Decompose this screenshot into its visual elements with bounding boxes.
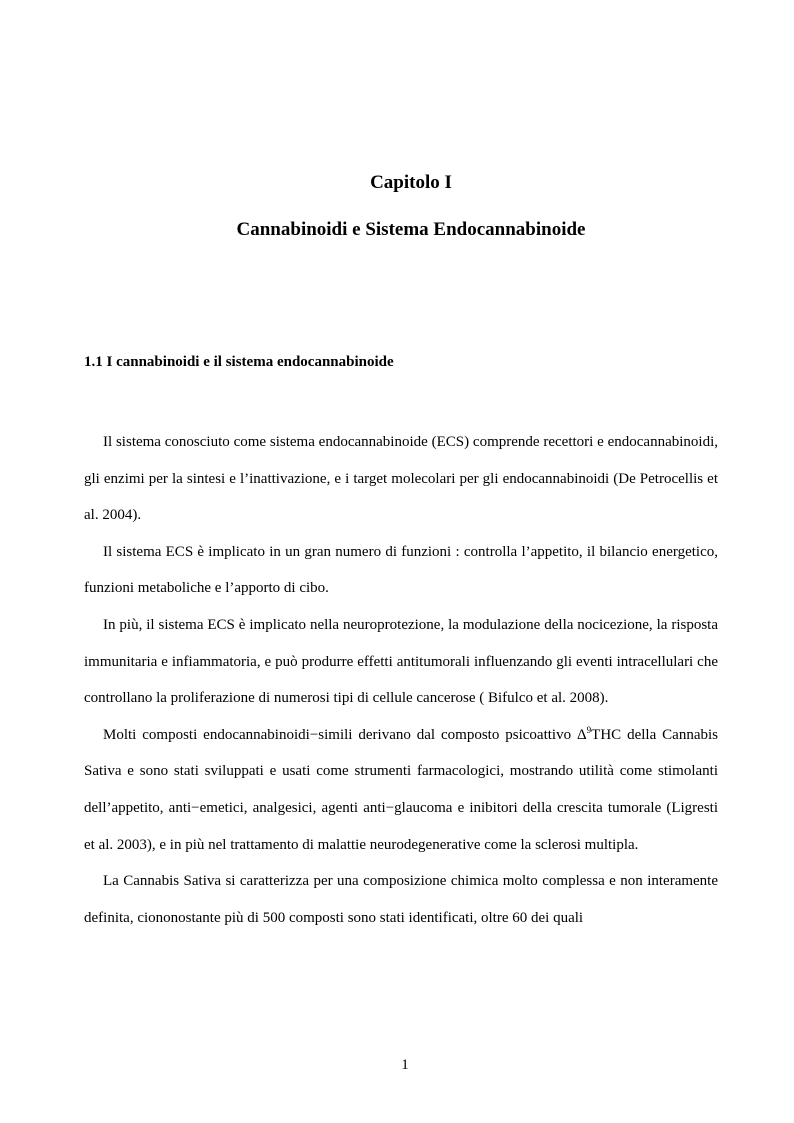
chapter-title: Cannabinoidi e Sistema Endocannabinoide bbox=[236, 219, 586, 240]
page-number: 1 bbox=[401, 1057, 409, 1073]
paragraph-cannabis-composition: La Cannabis Sativa si caratterizza per una composizione chimica molto complessa e non interamente definita, ciononostante più di 500 composti sono stati identificati, oltre 60 dei quali bbox=[84, 873, 718, 926]
paragraph-thc-text-start: Molti composti endocannabinoidi−simili derivano dal composto psicoattivo Δ bbox=[103, 726, 587, 743]
paragraph-ecs-definition: Il sistema conosciuto come sistema endocannabinoide (ECS) comprende recettori e endocannabinoidi, gli enzimi per la sintesi e l’inattivazione, e i target molecolari per gli endocannabinoidi (De Petrocellis et al. 2004). bbox=[84, 434, 718, 524]
paragraph-thc-text-end: THC della Cannabis Sativa e sono stati sviluppati e usati come strumenti farmacologici, mostrando utilità come stimolanti dell’appetito, anti−emetici, analgesici, agenti anti−glaucoma e inibitori della crescita tumorale (Ligresti et al. 2003), e in più nel trattamento di malattie neurodegenerative come la sclerosi multipla. bbox=[84, 726, 718, 853]
delta-superscript: 9 bbox=[586, 724, 592, 735]
paragraph-ecs-neuroprotection: In più, il sistema ECS è implicato nella neuroprotezione, la modulazione della nocicezione, la risposta immunitaria e infiammatoria, e può produrre effetti antitumorali influenzando gli eventi intracellulari che controllano la proliferazione di numerosi tipi di cellule cancerose ( Bifulco et al. 2008). bbox=[84, 616, 718, 707]
paragraph-thc-compounds bbox=[84, 717, 718, 863]
section-heading: 1.1 I cannabinoidi e il sistema endocannabinoide bbox=[84, 354, 394, 370]
body-text bbox=[84, 424, 718, 936]
chapter-label: Capitolo I bbox=[370, 172, 452, 193]
paragraph-ecs-functions: Il sistema ECS è implicato in un gran numero di funzioni : controlla l’appetito, il bilancio energetico, funzioni metaboliche e l’apporto di cibo. bbox=[84, 543, 718, 597]
